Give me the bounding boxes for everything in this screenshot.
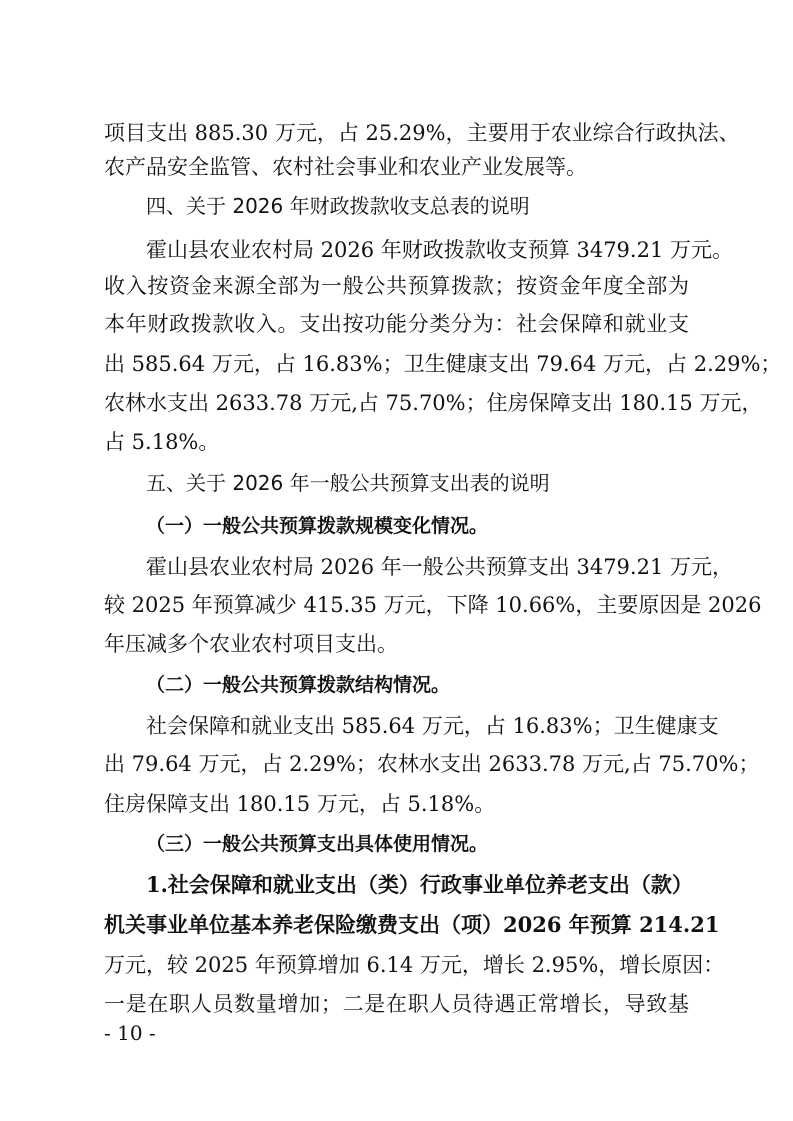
paragraph-1-line-2: 农产品安全监管、农村社会事业和农业产业发展等。 <box>104 155 587 179</box>
paragraph-2-line-2: 收入按资金来源全部为一般公共预算拨款；按资金年度全部为 <box>104 274 689 298</box>
section-heading-4: 四、关于 2026 年财政拨款收支总表的说明 <box>146 194 530 218</box>
paragraph-2-line-4: 出 585.64 万元，占 16.83%；卫生健康支出 79.64 万元，占 2.29%； <box>104 352 782 376</box>
section-heading-5: 五、关于 2026 年一般公共预算支出表的说明 <box>146 471 550 495</box>
paragraph-3-line-1: 霍山县农业农村局 2026 年一般公共预算支出 3479.21 万元， <box>146 555 733 579</box>
paragraph-5-line-2: 机关事业单位基本养老保险缴费支出（项）2026 年预算 214.21 <box>104 912 720 937</box>
subsection-heading-1: （一）一般公共预算拨款规模变化情况。 <box>146 515 489 537</box>
paragraph-4-line-1: 社会保障和就业支出 585.64 万元，占 16.83%；卫生健康支 <box>146 714 719 738</box>
paragraph-4-line-2: 出 79.64 万元，占 2.29%；农林水支出 2633.78 万元,占 75.70%； <box>104 752 760 776</box>
paragraph-2-line-5: 农林水支出 2633.78 万元,占 75.70%；住房保障支出 180.15 万元， <box>104 391 763 415</box>
paragraph-5-line-3: 万元，较 2025 年预算增加 6.14 万元，增长 2.95%，增长原因： <box>104 953 725 977</box>
paragraph-5-line-4: 一是在职人员数量增加；二是在职人员待遇正常增长，导致基 <box>104 992 689 1016</box>
paragraph-2-line-6: 占 5.18%。 <box>104 430 220 454</box>
paragraph-4-line-3: 住房保障支出 180.15 万元，占 5.18%。 <box>104 792 496 816</box>
paragraph-5-line-1: 1.社会保障和就业支出（类）行政事业单位养老支出（款） <box>146 872 693 897</box>
paragraph-2-line-1: 霍山县农业农村局 2026 年财政拨款收支预算 3479.21 万元。 <box>146 238 733 262</box>
paragraph-2-line-3: 本年财政拨款收入。支出按功能分类分为：社会保障和就业支 <box>104 312 689 336</box>
page-number: - 10 - <box>104 1021 156 1045</box>
subsection-heading-2: （二）一般公共预算拨款结构情况。 <box>146 674 451 696</box>
paragraph-3-line-2: 较 2025 年预算减少 415.35 万元，下降 10.66%，主要原因是 2026 <box>104 593 762 617</box>
subsection-heading-3: （三）一般公共预算支出具体使用情况。 <box>146 833 489 855</box>
paragraph-1-line-1: 项目支出 885.30 万元，占 25.29%，主要用于农业综合行政执法、 <box>104 121 740 145</box>
paragraph-3-line-3: 年压减多个农业农村项目支出。 <box>104 632 398 656</box>
